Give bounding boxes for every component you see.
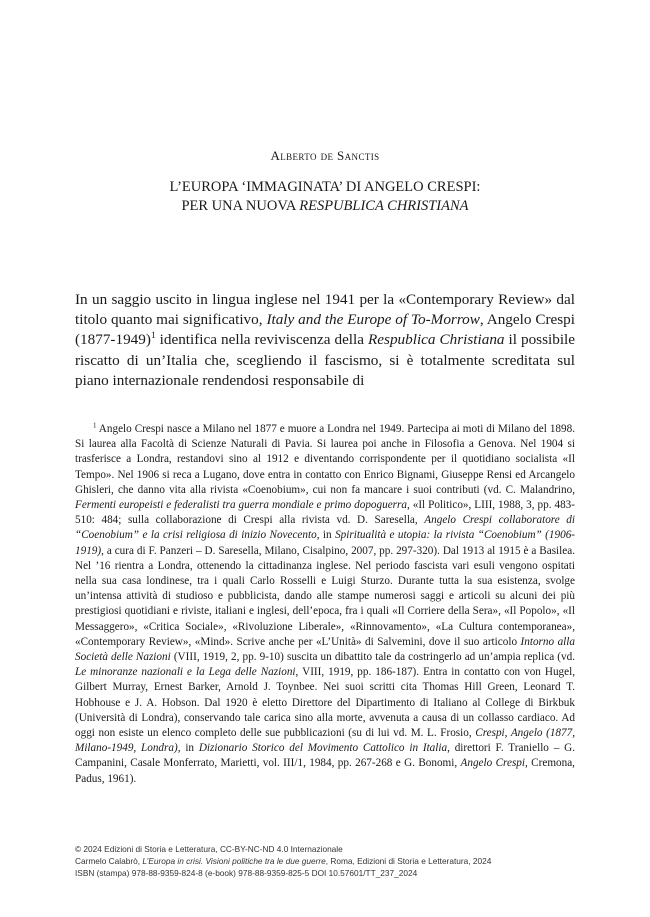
license-line: © 2024 Edizioni di Storia e Letteratura, CC-BY-NC-ND 4.0 Internazionale [75, 844, 343, 854]
footnote-number: 1 [93, 421, 97, 430]
footnote [75, 422, 575, 787]
citation-line: Carmelo Calabrò, L’Europa in crisi. Visioni politiche tra le due guerre, Roma, Edizioni di Storia e Letteratura, 2024 [75, 856, 492, 866]
author-name: Alberto de Sanctis [270, 148, 380, 163]
title-line-2: PER UNA NUOVA RESPUBLICA CHRISTIANA [181, 198, 469, 214]
title-line-1: L’EUROPA ‘IMMAGINATA’ DI ANGELO CRESPI: [169, 179, 481, 195]
body-paragraph: In un saggio uscito in lingua inglese nel 1941 per la «Contemporary Review» dal titolo quanto mai significativo, Italy and the Europe of To-Morrow, Angelo Crespi (1877-1949)$^1$ identifica nella reviviscenza della Respublica Christiana il possibile riscatto di un’Italia che, scegliendo il fascismo, si è totalmente screditata sul piano internazionale rendendosi responsabile di [75, 291, 575, 389]
copyright-footer [75, 843, 595, 879]
footnote-text: $^1$ Angelo Crespi nasce a Milano nel 1877 e muore a Londra nel 1949. Partecipa ai moti di Milano del 1898. Si laurea alla Facoltà di Scienze Naturali di Pavia. Si laurea poi anche in Filosofia a Genova. Nel 1904 si trasferisce a Londra, restandovi sino al 1912 e diventando corrispondente per il quotidiano socialista «Il Tempo». Nel 1906 si reca a Lugano, dove entra in contatto con Enrico Bignami, Giuseppe Rensi ed Arcangelo Ghisleri, che danno vita alla rivista «Coenobium», cui non fa mancare i suoi contributi (vd. C. Malandrino, Fermenti europeisti e federalisti tra guerra mondiale e primo dopoguerra, «Il Politico», LIII, 1988, 3, pp. 483-510: 484; sulla collaborazione di Crespi alla rivista vd. D. Saresella, Angelo Crespi collaboratore di “Coenobium” e la crisi religiosa di inizio Novecento, in Spiritualità e utopia: la rivista “Coenobium” (1906-1919), a cura di F. Panzeri – D. Saresella, Milano, Cisalpino, 2007, pp. 297-320). Dal 1913 al 1915 è a Basilea. Nel ’16 rientra a Londra, ottenendo la cittadinanza inglese. Nel periodo fascista vari esuli vengono ospitati nella sua casa londinese, tra i quali Carlo Rosselli e Luigi Sturzo. Durante tutta la sua esistenza, svolge un’intensa attività di studioso e pubblicista, dando alle stampe numerosi saggi e articoli su alcuni dei più prestigiosi quotidiani e riviste, italiani e inglesi, dell’epoca, fra i quali «Il Corriere della Sera», «Il Popolo», «Il Messaggero», «Critica Sociale», «Rivoluzione Liberale», «Rinnovamento», «La Cultura contemporanea», «Contemporary Review», «Mind». Scrive anche per «L’Unità» di Salvemini, dove il suo articolo Intorno alla Società delle Nazioni (VIII, 1919, 2, pp. 9-10) suscita un dibattito tale da costringerlo ad un’ampia replica (vd. Le minoranze nazionali e la Lega delle Nazioni, VIII, 1919, pp. 186-187). Entra in contatto con von Hugel, Gilbert Murray, Ernest Barker, Arnold J. Toynbee. Nei suoi scritti cita Thomas Hill Green, Leonard T. Hobhouse e J. A. Hobson. Dal 1920 è eletto Direttore del Dipartimento di Italiano al College di Birkbuk (Università di Londra), conservando tale carica sino alla morte, avvenuta a causa di un collasso cardiaco. Ad oggi non esiste un elenco completo delle sue pubblicazioni (su di lui vd. M. L. Frosio, Crespi, Angelo (1877, Milano-1949, Londra), in Dizionario Storico del Movimento Cattolico in Italia, direttori F. Traniello – G. Campanini, Casale Monferrato, Marietti, vol. III/1, 1984, pp. 267-268 e G. Bonomi, Angelo Crespi, Cremona, Padus, 1961). [75, 421, 576, 785]
isbn-doi-line: ISBN (stampa) 978-88-9359-824-8 (e-book) 978-88-9359-825-5 DOI 10.57601/TT_237_2024 [75, 868, 418, 878]
article-title [0, 178, 650, 216]
footnote-ref[interactable]: 1 [150, 331, 156, 342]
